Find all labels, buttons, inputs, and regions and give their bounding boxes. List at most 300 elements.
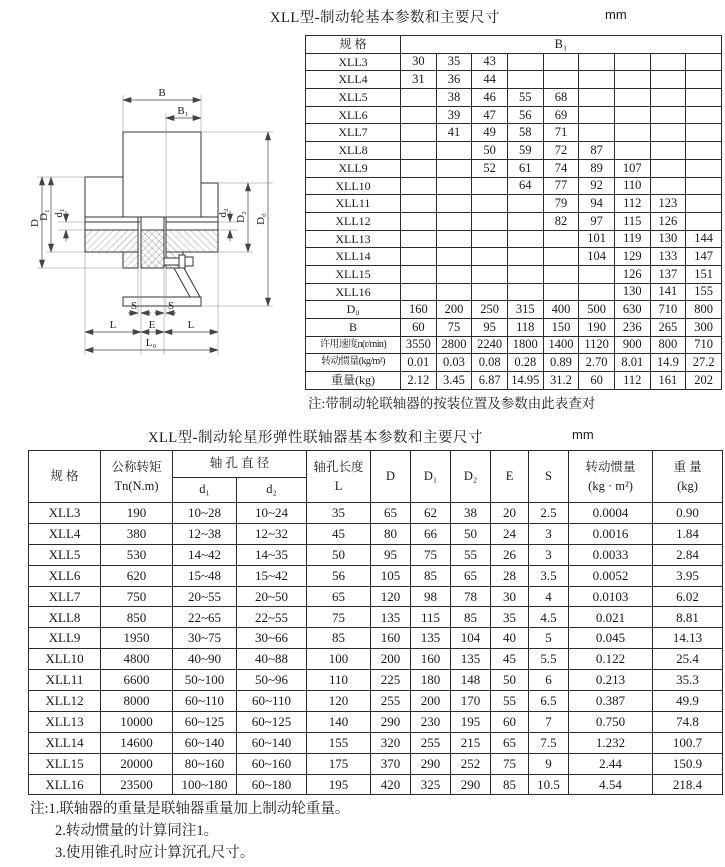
table-cell: 710 (686, 336, 722, 354)
table-cell: 87 (579, 142, 615, 160)
weight-header-line2: (kg) (677, 478, 698, 493)
table-row (306, 265, 722, 283)
table-cell: 148 (451, 670, 491, 691)
table-cell (507, 230, 543, 248)
col-header-D1: D₁ (411, 451, 451, 503)
dim-label-B1: B₁ (177, 105, 189, 117)
table-cell: 80 (371, 523, 411, 544)
row-label: XLL9 (306, 159, 401, 177)
table-cell: 0.90 (653, 503, 723, 524)
table-cell: 4800 (101, 649, 173, 670)
table-cell (543, 265, 579, 283)
inertia-header-cell (569, 451, 653, 503)
table2-title: XLL型-制动轮星形弹性联轴器基本参数和主要尺寸 (148, 430, 484, 446)
row-label: XLL11 (306, 195, 401, 213)
table-cell: 400 (543, 301, 579, 319)
table-cell: 10.5 (529, 774, 569, 795)
table-cell: 60 (401, 319, 437, 337)
table-cell: 290 (451, 774, 491, 795)
col-header-D: D (371, 451, 411, 503)
table-cell: 31 (401, 71, 437, 89)
table-cell: 155 (686, 283, 722, 301)
table-cell: 7 (529, 711, 569, 732)
table-cell (650, 177, 686, 195)
table-cell: 0.122 (569, 649, 653, 670)
table-cell: 97 (579, 212, 615, 230)
table-cell: 133 (650, 248, 686, 266)
table-cell: 1400 (543, 336, 579, 354)
table-cell: 126 (614, 265, 650, 283)
table-cell: 135 (451, 649, 491, 670)
table-cell: 120 (371, 586, 411, 607)
table-header-row (306, 36, 722, 54)
table-cell: 0.0103 (569, 586, 653, 607)
table-cell: 28 (491, 565, 529, 586)
table-cell: 44 (472, 71, 508, 89)
table-row (306, 283, 722, 301)
table-cell: 135 (411, 628, 451, 649)
table-cell: 60~110 (237, 691, 307, 712)
table-row (29, 691, 723, 712)
table-cell: 320 (371, 732, 411, 753)
dim-label-S-left: S (130, 300, 138, 312)
table-cell: 79 (543, 195, 579, 213)
table-cell: 82 (543, 212, 579, 230)
table-cell: 85 (307, 628, 371, 649)
table-cell (579, 89, 615, 107)
table-cell (472, 283, 508, 301)
table-cell: 60~140 (173, 732, 237, 753)
table-row (29, 753, 723, 774)
table-cell: 155 (307, 732, 371, 753)
table-cell: 129 (614, 248, 650, 266)
table-cell (579, 53, 615, 71)
table-cell: 46 (472, 89, 508, 107)
table-row (29, 523, 723, 544)
table-cell: 118 (507, 319, 543, 337)
dim-label-D: D (29, 219, 41, 227)
table-cell: 14600 (101, 732, 173, 753)
table-cell: 325 (411, 774, 451, 795)
row-label: XLL4 (306, 71, 401, 89)
table-row (29, 503, 723, 524)
table-cell (614, 106, 650, 124)
table-cell: 135 (371, 607, 411, 628)
table-cell: 0.0052 (569, 565, 653, 586)
table-cell: 0.021 (569, 607, 653, 628)
table-row (29, 607, 723, 628)
table-cell: 1.84 (653, 523, 723, 544)
table-cell (436, 265, 472, 283)
table-cell: 2.5 (529, 503, 569, 524)
table-cell (579, 106, 615, 124)
table-cell: 800 (650, 336, 686, 354)
table-cell: 35 (491, 607, 529, 628)
table-cell: 195 (451, 711, 491, 732)
table-cell: 620 (101, 565, 173, 586)
table-cell: 2240 (472, 336, 508, 354)
table-cell: 60~140 (237, 732, 307, 753)
table-cell: 98 (411, 586, 451, 607)
table-cell (686, 124, 722, 142)
table-cell: 56 (507, 106, 543, 124)
table-cell: 74.8 (653, 711, 723, 732)
table-cell: 85 (451, 607, 491, 628)
table-cell (436, 142, 472, 160)
b1-header-cell: B₁ (401, 36, 722, 54)
table-cell: 10~24 (237, 503, 307, 524)
table-cell: 0.0016 (569, 523, 653, 544)
table-cell: 315 (507, 301, 543, 319)
bore-length-line1: 轴孔长度 (313, 460, 364, 475)
spec-header-cell: 规 格 (29, 451, 101, 503)
table-cell: 180 (411, 670, 451, 691)
table-cell: 8.01 (614, 354, 650, 372)
row-label: XLL6 (306, 106, 401, 124)
row-label: XLL5 (306, 89, 401, 107)
table-cell: 52 (472, 159, 508, 177)
col-header-d1: d₁ (173, 478, 237, 503)
table-cell: 20000 (101, 753, 173, 774)
table-cell (401, 89, 437, 107)
table-cell: 3.5 (529, 565, 569, 586)
table-cell (614, 53, 650, 71)
table-cell: 100 (307, 649, 371, 670)
table-cell: 26 (491, 544, 529, 565)
row-label: XLL12 (306, 212, 401, 230)
footnote-3: 3.使用锥孔时应计算沉孔尺寸。 (55, 845, 255, 861)
table-cell: 0.045 (569, 628, 653, 649)
table-cell: 151 (686, 265, 722, 283)
row-label: XLL16 (306, 283, 401, 301)
table-cell (436, 195, 472, 213)
table-cell: 64 (507, 177, 543, 195)
table-cell: 85 (411, 565, 451, 586)
table-cell (543, 248, 579, 266)
table-cell: 160 (411, 649, 451, 670)
table-cell (507, 265, 543, 283)
dim-label-L-left: L (109, 319, 117, 331)
table-cell: 47 (472, 106, 508, 124)
table-cell: 78 (451, 586, 491, 607)
table-cell: 45 (491, 649, 529, 670)
table-cell: 22~55 (237, 607, 307, 628)
table-cell: 20~55 (173, 586, 237, 607)
table-cell (507, 212, 543, 230)
table-cell: 290 (371, 711, 411, 732)
row-label: 重量(kg) (306, 372, 401, 390)
table-cell: 77 (543, 177, 579, 195)
table-cell: 160 (371, 628, 411, 649)
row-label: XLL5 (29, 544, 101, 565)
table-cell: 420 (371, 774, 411, 795)
table-cell: 24 (491, 523, 529, 544)
dim-label-L-right: L (187, 319, 195, 331)
table-cell (401, 177, 437, 195)
table-cell: 60 (579, 372, 615, 390)
table-cell: 0.01 (401, 354, 437, 372)
table-cell: 75 (436, 319, 472, 337)
table-cell: 175 (307, 753, 371, 774)
weight-header-line1: 重 量 (673, 460, 702, 475)
table-cell: 20 (491, 503, 529, 524)
table-cell: 160 (401, 301, 437, 319)
table-cell: 1120 (579, 336, 615, 354)
table-cell: 59 (507, 142, 543, 160)
table-cell: 45 (307, 523, 371, 544)
table-cell: 0.08 (472, 354, 508, 372)
table-cell: 6.87 (472, 372, 508, 390)
table-cell: 115 (614, 212, 650, 230)
table-cell: 0.89 (543, 354, 579, 372)
table-cell: 38 (436, 89, 472, 107)
table-cell: 104 (451, 628, 491, 649)
table-cell: 4 (529, 586, 569, 607)
table-cell: 100~180 (173, 774, 237, 795)
table-cell (401, 265, 437, 283)
row-label: XLL15 (29, 753, 101, 774)
table-cell: 5.5 (529, 649, 569, 670)
row-label: XLL14 (29, 732, 101, 753)
table-cell: 50 (472, 142, 508, 160)
table-cell: 27.2 (686, 354, 722, 372)
col-header-d2: d₂ (237, 478, 307, 503)
table-cell: 39 (436, 106, 472, 124)
table-cell: 14~42 (173, 544, 237, 565)
table-cell (472, 195, 508, 213)
table-cell: 150 (543, 319, 579, 337)
row-label: XLL13 (306, 230, 401, 248)
table-cell: 119 (614, 230, 650, 248)
dim-label-S-right: S (167, 300, 175, 312)
table-cell: 22~65 (173, 607, 237, 628)
row-label: XLL11 (29, 670, 101, 691)
table-cell: 195 (307, 774, 371, 795)
table-cell: 69 (543, 106, 579, 124)
table-cell: 107 (614, 159, 650, 177)
table-cell: 202 (686, 372, 722, 390)
table-cell (614, 89, 650, 107)
table-cell: 225 (371, 670, 411, 691)
dim-label-d1: d₁ (53, 208, 65, 218)
row-label: B (306, 319, 401, 337)
footnotes (30, 798, 349, 864)
row-label: XLL7 (29, 586, 101, 607)
table-cell: 265 (650, 319, 686, 337)
table-cell: 200 (371, 649, 411, 670)
table-cell (686, 177, 722, 195)
table-cell: 126 (650, 212, 686, 230)
table-cell: 750 (101, 586, 173, 607)
table-cell: 31.2 (543, 372, 579, 390)
table-cell (686, 89, 722, 107)
table-cell: 105 (371, 565, 411, 586)
table1-note: 注:带制动轮联轴器的按装位置及参数由此表查对 (308, 396, 596, 411)
table-cell: 4.54 (569, 774, 653, 795)
table-cell (686, 195, 722, 213)
table-cell (543, 53, 579, 71)
table1-title: XLL型-制动轮基本参数和主要尺寸 (270, 10, 501, 26)
table1-unit-label: mm (605, 7, 627, 22)
table-row (29, 774, 723, 795)
table-cell: 3 (529, 544, 569, 565)
col-header-D2: D₂ (451, 451, 491, 503)
table-cell: 49 (472, 124, 508, 142)
table-cell (543, 71, 579, 89)
table-cell: 75 (411, 544, 451, 565)
table-cell: 0.0004 (569, 503, 653, 524)
table-cell (401, 159, 437, 177)
table-cell: 15~48 (173, 565, 237, 586)
table-cell: 900 (614, 336, 650, 354)
table-cell: 56 (307, 565, 371, 586)
row-label: XLL14 (306, 248, 401, 266)
table-cell: 10~28 (173, 503, 237, 524)
table-cell (686, 212, 722, 230)
table-cell: 85 (491, 774, 529, 795)
table-cell: 20~50 (237, 586, 307, 607)
dim-label-D2: D₂ (235, 211, 247, 223)
coupling-drawing (28, 75, 308, 367)
table-cell (472, 177, 508, 195)
table-cell: 4.5 (529, 607, 569, 628)
table-cell: 65 (491, 732, 529, 753)
table-cell: 72 (543, 142, 579, 160)
table-cell (401, 283, 437, 301)
table-cell (686, 71, 722, 89)
table-cell: 3.95 (653, 565, 723, 586)
row-label: XLL3 (29, 503, 101, 524)
table-cell: 9 (529, 753, 569, 774)
table-cell: 370 (371, 753, 411, 774)
table-cell: 75 (307, 607, 371, 628)
table-cell (436, 230, 472, 248)
table-row (306, 372, 722, 390)
table-row (306, 71, 722, 89)
table-cell: 500 (579, 301, 615, 319)
table-cell: 100.7 (653, 732, 723, 753)
coupling-section-outline (85, 132, 218, 306)
row-label: XLL4 (29, 523, 101, 544)
table-cell (507, 248, 543, 266)
table-cell (650, 106, 686, 124)
table-cell: 55 (491, 691, 529, 712)
row-label: XLL16 (29, 774, 101, 795)
table-cell: 190 (579, 319, 615, 337)
table-row (29, 586, 723, 607)
table-cell: 60~125 (173, 711, 237, 732)
table-cell (401, 248, 437, 266)
table-row (29, 732, 723, 753)
table-cell: 8.81 (653, 607, 723, 628)
table-row (306, 319, 722, 337)
table-cell: 290 (411, 753, 451, 774)
table-cell: 130 (650, 230, 686, 248)
table-cell: 161 (650, 372, 686, 390)
row-label: XLL12 (29, 691, 101, 712)
table-cell: 130 (614, 283, 650, 301)
table-cell: 200 (436, 301, 472, 319)
footnote-1: 注:1.联轴器的重量是联轴器重量加上制动轮重量。 (30, 801, 350, 817)
torque-header-line2: Tn(N.m) (114, 478, 159, 493)
table-row (29, 544, 723, 565)
table2-unit-label: mm (572, 427, 594, 442)
table-cell: 43 (472, 53, 508, 71)
table-cell: 30 (491, 586, 529, 607)
table-row (306, 336, 722, 354)
table-cell (543, 283, 579, 301)
table-cell: 0.387 (569, 691, 653, 712)
brake-wheel-table (305, 35, 722, 390)
table-cell: 110 (307, 670, 371, 691)
bore-length-line2: L (334, 478, 343, 493)
table-cell: 35.3 (653, 670, 723, 691)
table-cell: 30 (401, 53, 437, 71)
table-cell: 2.44 (569, 753, 653, 774)
table-cell: 95 (472, 319, 508, 337)
row-label: XLL8 (29, 607, 101, 628)
table-cell: 49.9 (653, 691, 723, 712)
table-cell: 215 (451, 732, 491, 753)
row-label: XLL10 (29, 649, 101, 670)
table-cell: 850 (101, 607, 173, 628)
table-cell: 6 (529, 670, 569, 691)
table-cell (650, 142, 686, 160)
table-cell (686, 53, 722, 71)
table-cell: 140 (307, 711, 371, 732)
table-cell: 50 (307, 544, 371, 565)
table-cell (543, 230, 579, 248)
table-cell (579, 265, 615, 283)
table-cell: 14.9 (650, 354, 686, 372)
table-cell: 1950 (101, 628, 173, 649)
table-row (29, 670, 723, 691)
table-cell (472, 265, 508, 283)
table-cell: 2800 (436, 336, 472, 354)
table-cell: 0.213 (569, 670, 653, 691)
table-cell: 112 (614, 372, 650, 390)
table-cell: 50 (451, 523, 491, 544)
table-cell: 150.9 (653, 753, 723, 774)
table-cell (650, 124, 686, 142)
table-cell (436, 212, 472, 230)
row-label: XLL10 (306, 177, 401, 195)
footnote-2: 2.转动惯量的计算同注1。 (55, 823, 219, 839)
table-cell: 0.28 (507, 354, 543, 372)
table-cell: 137 (650, 265, 686, 283)
table-cell: 115 (411, 607, 451, 628)
table-row (306, 230, 722, 248)
inertia-header-line2: (kg · m²) (588, 478, 633, 493)
table-cell: 60~180 (237, 774, 307, 795)
table-cell: 104 (579, 248, 615, 266)
spec-header-cell: 规 格 (306, 36, 401, 54)
table-cell: 5 (529, 628, 569, 649)
table-cell: 71 (543, 124, 579, 142)
table-cell: 8000 (101, 691, 173, 712)
table-cell (614, 124, 650, 142)
table-cell: 38 (451, 503, 491, 524)
table-cell: 25.4 (653, 649, 723, 670)
table-cell (436, 248, 472, 266)
row-label: 转动惯量(kg/m²) (306, 354, 401, 372)
table-row (306, 301, 722, 319)
table-row (306, 124, 722, 142)
table-cell (401, 212, 437, 230)
table-cell: 15~42 (237, 565, 307, 586)
table-row (306, 195, 722, 213)
col-header-S: S (529, 451, 569, 503)
